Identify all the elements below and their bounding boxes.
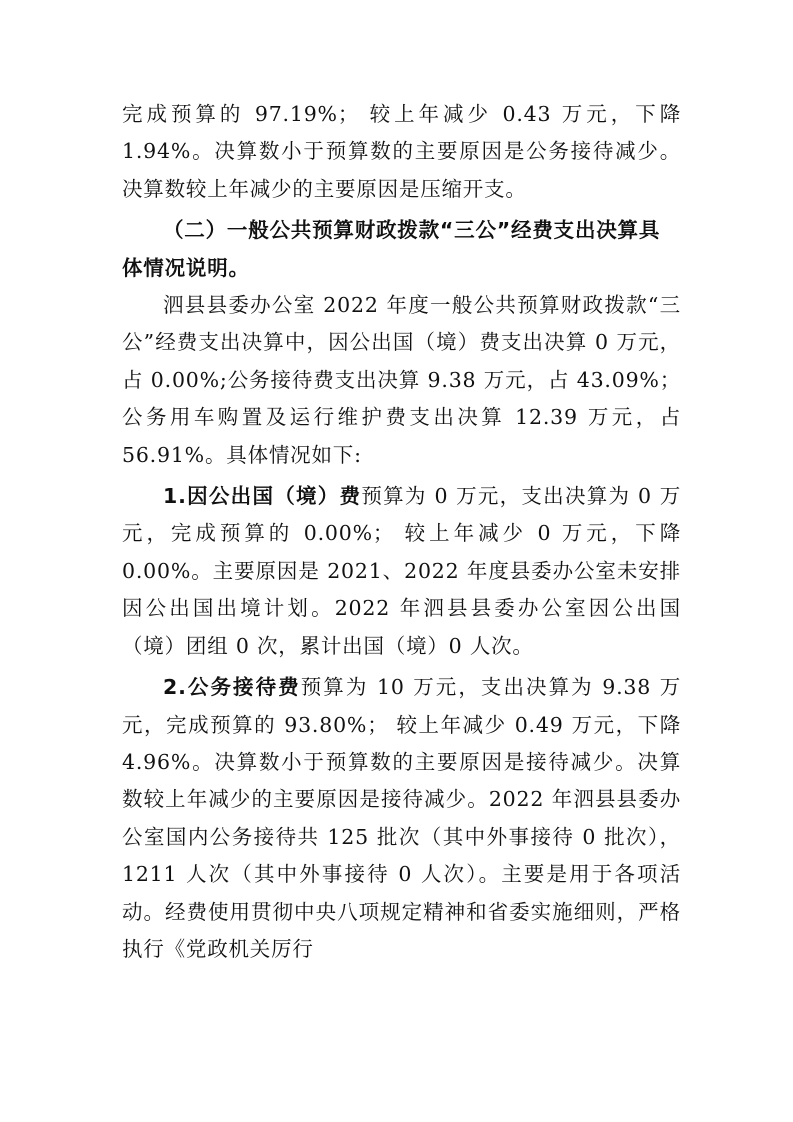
paragraph-budget-completion: 完成预算的 97.19%； 较上年减少 0.43 万元，下降 1.94%。决算数小于预算数的主要原因是公务接待减少。决算数较上年减少的主要原因是压缩开支。 bbox=[122, 102, 681, 201]
paragraph-official-reception bbox=[122, 669, 681, 968]
section-heading-three-public-expenses: （二）一般公共预算财政拨款“三公”经费支出决算具体情况说明。 bbox=[122, 218, 661, 280]
item-body-overseas-travel: 预算为 0 万元，支出决算为 0 万元，完成预算的 0.00%； 较上年减少 0 万元，下降 0.00%。主要原因是 2021、2022 年度县委办公室未安排因公出国出境计划。2022 年泗县县委办公室因公出国（境）团组 0 次，累计出国（境）0 人次。 bbox=[122, 484, 681, 658]
item-body-official-reception: 预算为 10 万元，支出决算为 9.38 万元，完成预算的 93.80%； 较上年减少 0.49 万元，下降 4.96%。决算数小于预算数的主要原因是接待减少。决算数较上年减少的主要原因是接待减少。2022 年泗县县委办公室国内公务接待共 125 批次（其中外事接待 0 批次），1211 人次（其中外事接待 0 人次）。主要是用于各项活动。经费使用贯彻中央八项规定精神和省委实施细则，严格执行《党政机关厉行 bbox=[122, 675, 681, 961]
paragraph-expense-summary: 泗县县委办公室 2022 年度一般公共预算财政拨款“三公”经费支出决算中，因公出国（境）费支出决算 0 万元，占 0.00%;公务接待费支出决算 9.38 万元，占 43.09%； 公务用车购置及运行维护费支出决算 12.39 万元，占 56.91%。具体情况如下: bbox=[122, 293, 681, 467]
item-lead-overseas-travel: 1.因公出国（境）费 bbox=[163, 484, 362, 509]
paragraph-overseas-travel bbox=[122, 478, 681, 665]
item-lead-official-reception: 2.公务接待费 bbox=[163, 675, 301, 700]
